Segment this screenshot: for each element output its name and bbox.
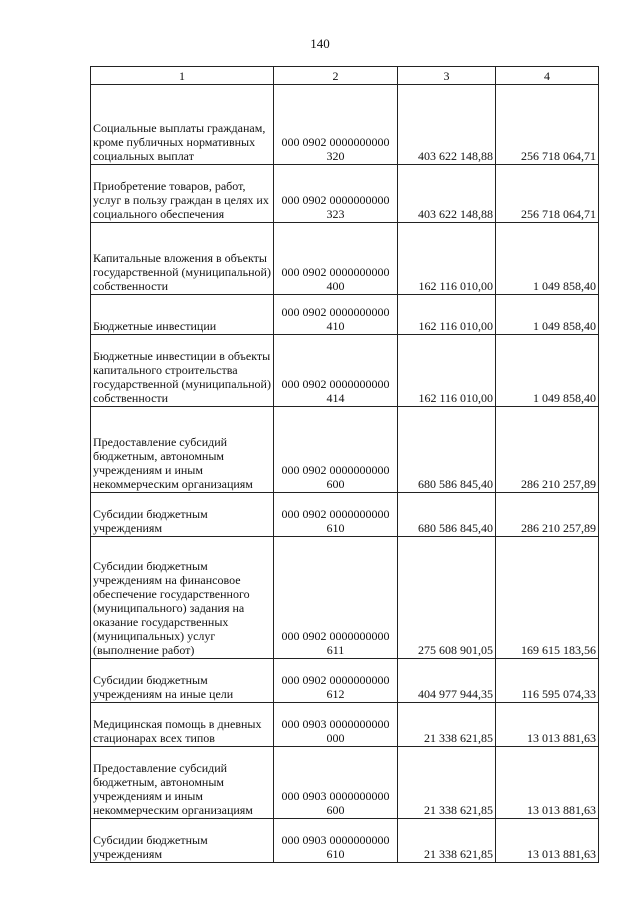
- column-header-1: 1: [91, 67, 274, 85]
- row-code-type: 400: [326, 279, 345, 293]
- table-row: [91, 537, 599, 659]
- row-name: Бюджетные инвестиции: [91, 295, 274, 335]
- row-code: [274, 703, 398, 747]
- row-name: Предоставление субсидий бюджетным, автономным учреждениям и иным некоммерческим организациям: [91, 407, 274, 493]
- row-name: Социальные выплаты гражданам, кроме публичных нормативных социальных выплат: [91, 85, 274, 165]
- row-code-section: 000 0902 0000000000: [281, 193, 390, 207]
- row-name: Субсидии бюджетным учреждениям на иные цели: [91, 659, 274, 703]
- table-row: [91, 165, 599, 223]
- row-amount-col4: 13 013 881,63: [496, 819, 599, 863]
- row-code-section: 000 0903 0000000000: [281, 717, 390, 731]
- row-amount-col4: 13 013 881,63: [496, 703, 599, 747]
- row-code-section: 000 0902 0000000000: [281, 135, 390, 149]
- row-code: [274, 407, 398, 493]
- row-amount-col4: 1 049 858,40: [496, 223, 599, 295]
- row-name: Капитальные вложения в объекты государственной (муниципальной) собственности: [91, 223, 274, 295]
- row-code: [274, 165, 398, 223]
- row-code-type: 600: [326, 803, 345, 817]
- row-amount-col3: 680 586 845,40: [398, 493, 496, 537]
- row-code-section: 000 0902 0000000000: [281, 265, 390, 279]
- row-amount-col3: 21 338 621,85: [398, 819, 496, 863]
- table-row: [91, 85, 599, 165]
- row-code-type: 600: [326, 477, 345, 491]
- row-code-type: 610: [326, 847, 345, 861]
- row-amount-col3: 403 622 148,88: [398, 85, 496, 165]
- row-code: [274, 335, 398, 407]
- row-code: [274, 493, 398, 537]
- column-header-2: 2: [274, 67, 398, 85]
- row-code-type: 610: [326, 521, 345, 535]
- row-amount-col3: 162 116 010,00: [398, 335, 496, 407]
- table-row: [91, 493, 599, 537]
- row-code-section: 000 0902 0000000000: [281, 463, 390, 477]
- row-code: [274, 747, 398, 819]
- table-row: [91, 819, 599, 863]
- table-row: [91, 703, 599, 747]
- row-amount-col3: 162 116 010,00: [398, 223, 496, 295]
- row-amount-col3: 21 338 621,85: [398, 703, 496, 747]
- row-code-type: 612: [326, 687, 345, 701]
- table-row: [91, 223, 599, 295]
- table-row: [91, 659, 599, 703]
- row-amount-col3: 162 116 010,00: [398, 295, 496, 335]
- row-code: [274, 295, 398, 335]
- row-amount-col4: 1 049 858,40: [496, 335, 599, 407]
- row-name: Субсидии бюджетным учреждениям: [91, 493, 274, 537]
- budget-table: [90, 66, 599, 863]
- table-row: [91, 335, 599, 407]
- row-code: [274, 537, 398, 659]
- row-code-section: 000 0903 0000000000: [281, 789, 390, 803]
- row-amount-col4: 116 595 074,33: [496, 659, 599, 703]
- row-amount-col3: 275 608 901,05: [398, 537, 496, 659]
- row-amount-col3: 680 586 845,40: [398, 407, 496, 493]
- row-amount-col4: 286 210 257,89: [496, 407, 599, 493]
- row-code-section: 000 0902 0000000000: [281, 305, 390, 319]
- row-name: Медицинская помощь в дневных стационарах всех типов: [91, 703, 274, 747]
- row-amount-col4: 13 013 881,63: [496, 747, 599, 819]
- row-code-section: 000 0902 0000000000: [281, 673, 390, 687]
- row-code-type: 410: [326, 319, 345, 333]
- row-code-type: 323: [326, 207, 345, 221]
- row-amount-col4: 1 049 858,40: [496, 295, 599, 335]
- row-code-type: 000: [326, 731, 345, 745]
- row-name: Субсидии бюджетным учреждениям на финансовое обеспечение государственного (муниципального) задания на оказание государственных (муниципальных) услуг (выполнение работ): [91, 537, 274, 659]
- table-header-row: [91, 67, 599, 85]
- row-name: Бюджетные инвестиции в объекты капитального строительства государственной (муниципальной) собственности: [91, 335, 274, 407]
- row-amount-col4: 256 718 064,71: [496, 165, 599, 223]
- row-amount-col4: 256 718 064,71: [496, 85, 599, 165]
- row-code-section: 000 0902 0000000000: [281, 377, 390, 391]
- table-row: [91, 747, 599, 819]
- row-amount-col4: 169 615 183,56: [496, 537, 599, 659]
- row-amount-col4: 286 210 257,89: [496, 493, 599, 537]
- row-name: Приобретение товаров, работ, услуг в пользу граждан в целях их социального обеспечения: [91, 165, 274, 223]
- row-amount-col3: 404 977 944,35: [398, 659, 496, 703]
- column-header-3: 3: [398, 67, 496, 85]
- row-code-section: 000 0903 0000000000: [281, 833, 390, 847]
- page-number: 140: [310, 36, 330, 51]
- row-code: [274, 819, 398, 863]
- row-code: [274, 659, 398, 703]
- row-code-type: 611: [326, 643, 345, 657]
- table-row: [91, 407, 599, 493]
- row-code-type: 320: [326, 149, 345, 163]
- row-amount-col3: 403 622 148,88: [398, 165, 496, 223]
- row-code-section: 000 0902 0000000000: [281, 507, 390, 521]
- table-row: [91, 295, 599, 335]
- row-code-section: 000 0902 0000000000: [281, 629, 390, 643]
- row-name: Субсидии бюджетным учреждениям: [91, 819, 274, 863]
- row-amount-col3: 21 338 621,85: [398, 747, 496, 819]
- row-code: [274, 223, 398, 295]
- row-name: Предоставление субсидий бюджетным, автономным учреждениям и иным некоммерческим организациям: [91, 747, 274, 819]
- table-body: [91, 85, 599, 863]
- row-code-type: 414: [326, 391, 345, 405]
- row-code: [274, 85, 398, 165]
- column-header-4: 4: [496, 67, 599, 85]
